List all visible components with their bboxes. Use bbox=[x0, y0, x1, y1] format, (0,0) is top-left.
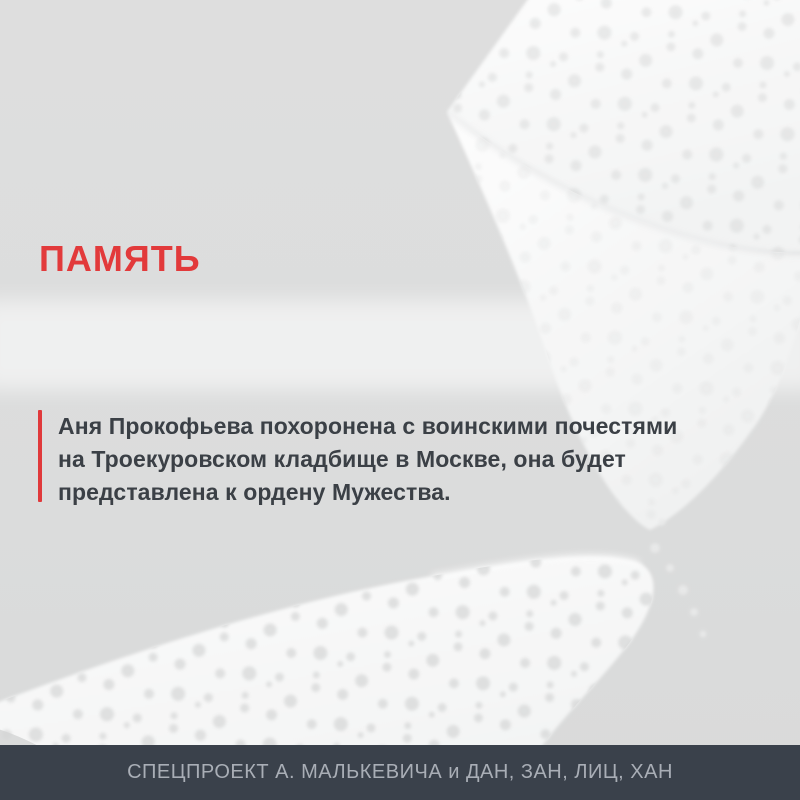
footer-bar bbox=[0, 745, 800, 800]
footer-text: СПЕЦПРОЕКТ А. МАЛЬКЕВИЧА и ДАН, ЗАН, ЛИЦ, ХАН bbox=[127, 761, 673, 783]
quote-line: на Троекуровском кладбище в Москве, она будет bbox=[58, 446, 626, 472]
quote-line: Аня Прокофьева похоронена с воинскими почестями bbox=[58, 413, 678, 439]
accent-bar bbox=[38, 410, 42, 502]
quote-text bbox=[58, 410, 677, 509]
page-title: ПАМЯТЬ bbox=[39, 238, 201, 279]
quote-block bbox=[38, 410, 718, 509]
quote-line: представлена к ордену Мужества. bbox=[58, 479, 451, 505]
